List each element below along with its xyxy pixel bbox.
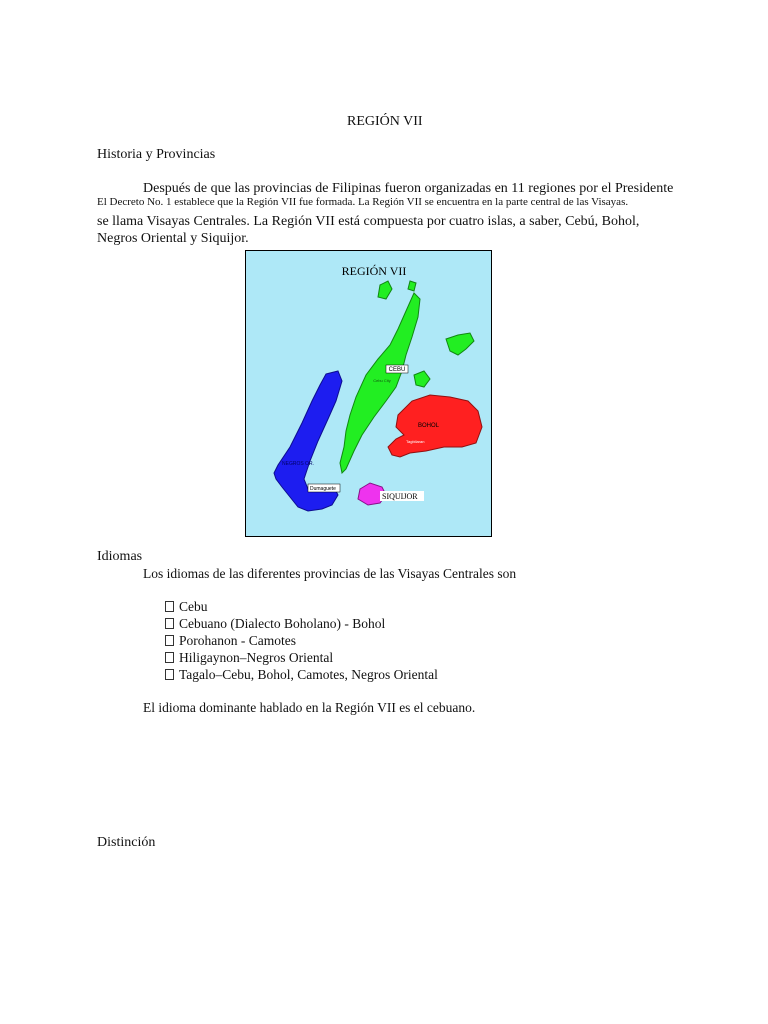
label-cebu: CEBU bbox=[388, 367, 406, 373]
section-heading-idiomas: Idiomas bbox=[97, 549, 143, 564]
map-title: REGIÓN VII bbox=[341, 264, 407, 278]
language-item: Porohanon - Camotes bbox=[165, 633, 296, 649]
region-map bbox=[245, 250, 492, 537]
region-map-graphic bbox=[246, 251, 491, 536]
paragraph-line: Después de que las provincias de Filipinas fueron organizadas en 11 regiones por el Presidente bbox=[143, 181, 674, 196]
paragraph-line-small: El Decreto No. 1 establece que la Región VII fue formada. La Región VII se encuentra en la parte central de las Visayas. bbox=[97, 196, 629, 208]
label-bohol: BOHOL bbox=[418, 423, 440, 429]
checkbox-bullet-icon bbox=[165, 669, 174, 680]
section-heading-distincion: Distinción bbox=[97, 835, 156, 850]
page-title: REGIÓN VII bbox=[347, 114, 423, 129]
cebu-islet bbox=[414, 371, 430, 387]
checkbox-bullet-icon bbox=[165, 601, 174, 612]
language-item: Hiligaynon–Negros Oriental bbox=[165, 650, 333, 666]
language-item: Tagalo–Cebu, Bohol, Camotes, Negros Oriental bbox=[165, 667, 438, 683]
bantayan-island bbox=[378, 281, 392, 299]
camotes-islands bbox=[446, 333, 474, 355]
section-heading-historia: Historia y Provincias bbox=[97, 147, 216, 162]
label-tagbilaran: Tagbilaran bbox=[406, 439, 425, 444]
language-item: Cebu bbox=[165, 599, 208, 615]
label-dumaguete: Dumaguete bbox=[310, 486, 336, 492]
label-cebu-city: Cebu City bbox=[373, 378, 391, 383]
label-siquijor: SIQUIJOR bbox=[382, 492, 418, 501]
checkbox-bullet-icon bbox=[165, 618, 174, 629]
label-negros: NEGROS OR. bbox=[282, 461, 314, 467]
idiomas-intro: Los idiomas de las diferentes provincias de las Visayas Centrales son bbox=[143, 566, 517, 581]
dominant-language-text: El idioma dominante hablado en la Región VII es el cebuano. bbox=[143, 700, 476, 715]
language-item: Cebuano (Dialecto Boholano) - Bohol bbox=[165, 616, 385, 632]
checkbox-bullet-icon bbox=[165, 635, 174, 646]
checkbox-bullet-icon bbox=[165, 652, 174, 663]
paragraph-line: Negros Oriental y Siquijor. bbox=[97, 231, 249, 246]
paragraph-line: se llama Visayas Centrales. La Región VII está compuesta por cuatro islas, a saber, Cebú, Bohol, bbox=[97, 214, 640, 229]
malapascua-islet bbox=[408, 281, 416, 291]
